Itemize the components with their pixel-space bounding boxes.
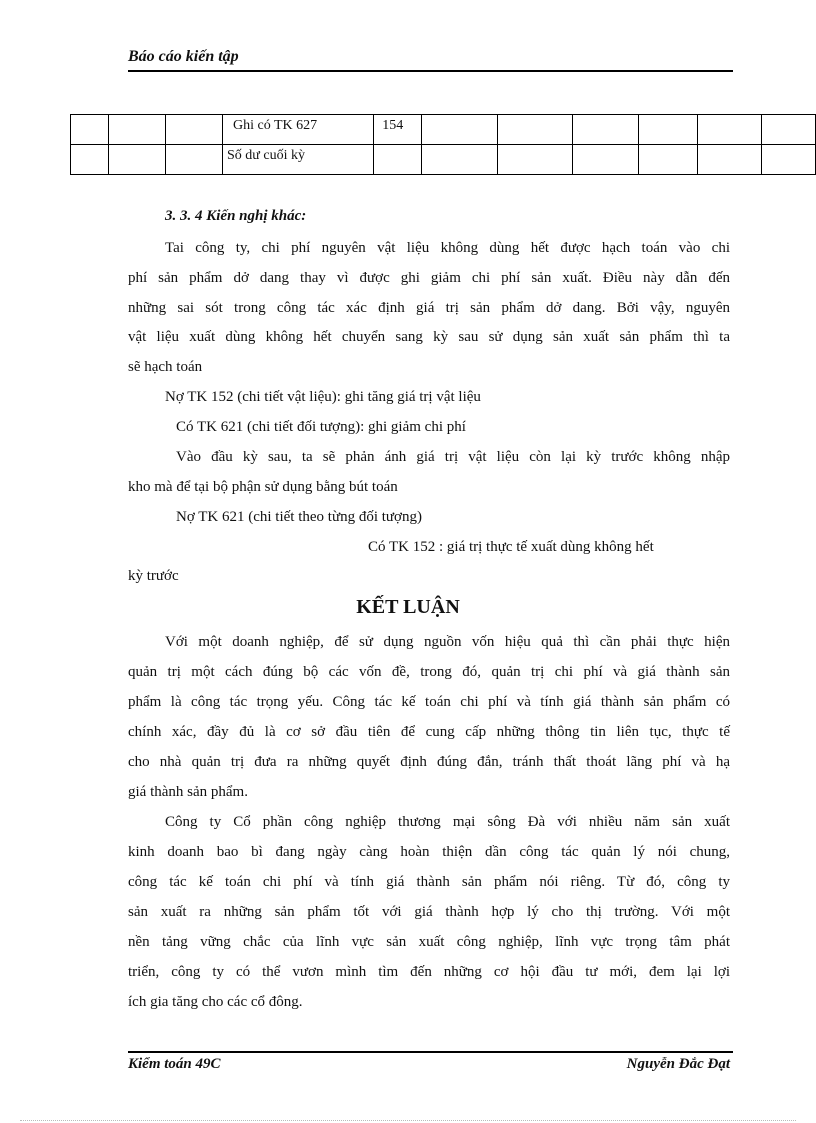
table-cell-account xyxy=(374,145,421,175)
paragraph-line: phí sản phẩm dở dang thay vì được ghi giảm chi phí sản xuất. Điều này dẫn đến xyxy=(128,270,730,286)
paragraph-line: kỳ trước xyxy=(128,568,179,584)
ledger-table xyxy=(70,114,816,175)
table-cell xyxy=(108,145,166,175)
paragraph-line: ích gia tăng cho các cổ đông. xyxy=(128,994,303,1010)
journal-entry-debit: Nợ TK 621 (chi tiết theo từng đối tượng) xyxy=(176,509,422,525)
table-cell xyxy=(71,115,109,145)
row-account xyxy=(374,145,420,148)
paragraph-line: Tai công ty, chi phí nguyên vật liệu không dùng hết được hạch toán vào chi xyxy=(165,240,730,256)
table-cell xyxy=(166,145,223,175)
table-cell xyxy=(638,115,697,145)
paragraph-line: kho mà để tại bộ phận sử dụng bằng bút toán xyxy=(128,479,398,495)
table-cell xyxy=(108,115,166,145)
table-cell xyxy=(421,145,497,175)
table-cell xyxy=(572,115,638,145)
page-bottom-edge xyxy=(20,1120,796,1121)
table-cell xyxy=(697,145,761,175)
table-cell-description xyxy=(223,115,374,145)
table-cell xyxy=(572,145,638,175)
journal-entry-debit: Nợ TK 152 (chi tiết vật liệu): ghi tăng giá trị vật liệu xyxy=(165,389,481,405)
row-description: Ghi có TK 627 xyxy=(233,118,318,133)
table-cell xyxy=(71,145,109,175)
footer-divider xyxy=(128,1051,733,1053)
paragraph-line: công tác kế toán chi phí và tính giá thành sản phẩm nói riêng. Từ đó, công ty xyxy=(128,874,730,890)
footer-class-label: Kiểm toán 49C xyxy=(128,1056,221,1072)
paragraph-line: chính xác, đầy đủ là cơ sở đầu tiên để cung cấp những thông tin liên tục, thực tế xyxy=(128,724,730,740)
table-row xyxy=(71,115,816,145)
footer-author-name: Nguyễn Đắc Đạt xyxy=(626,1056,730,1072)
paragraph-line: kinh doanh bao bì đang ngày càng hoàn thiện dần công tác quản lý nói chung, xyxy=(128,844,730,860)
table-cell-account xyxy=(374,115,421,145)
table-cell xyxy=(762,145,816,175)
paragraph-line: giá thành sản phẩm. xyxy=(128,784,248,800)
page-header-title: Báo cáo kiến tập xyxy=(128,48,239,65)
paragraph-line: Vào đầu kỳ sau, ta sẽ phản ánh giá trị vật liệu còn lại kỳ trước không nhập xyxy=(176,449,730,465)
paragraph-line: phẩm là công tác trọng yếu. Công tác kế toán chi phí và tính giá thành sản phẩm có xyxy=(128,694,730,710)
paragraph-line: Với một doanh nghiệp, để sử dụng nguồn vốn hiệu quả thì cần phải thực hiện xyxy=(165,634,730,650)
paragraph-line: sản xuất ra những sản phẩm tốt với giá thành hợp lý cho thị trường. Với một xyxy=(128,904,730,920)
paragraph-line: triển, công ty có thể vươn mình tìm đến những cơ hội đầu tư mới, đem lại lợi xyxy=(128,964,730,980)
row-description: Số dư cuối kỳ xyxy=(227,148,305,163)
table-cell xyxy=(497,145,572,175)
row-account: 154 xyxy=(382,118,404,133)
paragraph-line: quản trị một cách đúng bộ các vốn đề, trong đó, quản trị chi phí và giá thành sản xyxy=(128,664,730,680)
header-divider xyxy=(128,70,733,72)
table-cell xyxy=(697,115,761,145)
paragraph-line: Công ty Cổ phần công nghiệp thương mại sông Đà với nhiều năm sản xuất xyxy=(165,814,730,830)
table-row xyxy=(71,145,816,175)
table-cell xyxy=(166,115,223,145)
table-cell-description xyxy=(223,145,374,175)
paragraph-line: vật liệu xuất dùng không hết chuyển sang kỳ sau sử dụng sản xuất sản phẩm thì ta xyxy=(128,329,730,345)
paragraph-line: cho nhà quản trị đưa ra những quyết định đúng đắn, tránh thất thoát lãng phí và hạ xyxy=(128,754,730,770)
table-cell xyxy=(421,115,497,145)
table-cell xyxy=(762,115,816,145)
paragraph-line: sẽ hạch toán xyxy=(128,359,203,375)
journal-entry-credit: Có TK 152 : giá trị thực tế xuất dùng không hết xyxy=(368,539,654,555)
table-cell xyxy=(638,145,697,175)
paragraph-line: những sai sót trong công tác xác định giá trị sản phẩm dở dang. Bởi vậy, nguyên xyxy=(128,300,730,316)
paragraph-line: nền tảng vững chắc của lĩnh vực sản xuất công nghiệp, lĩnh vực trọng tâm phát xyxy=(128,934,730,950)
journal-entry-credit: Có TK 621 (chi tiết đối tượng): ghi giảm chi phí xyxy=(176,419,466,435)
table-cell xyxy=(497,115,572,145)
conclusion-title: KẾT LUẬN xyxy=(356,596,460,618)
section-heading: 3. 3. 4 Kiến nghị khác: xyxy=(165,208,307,224)
